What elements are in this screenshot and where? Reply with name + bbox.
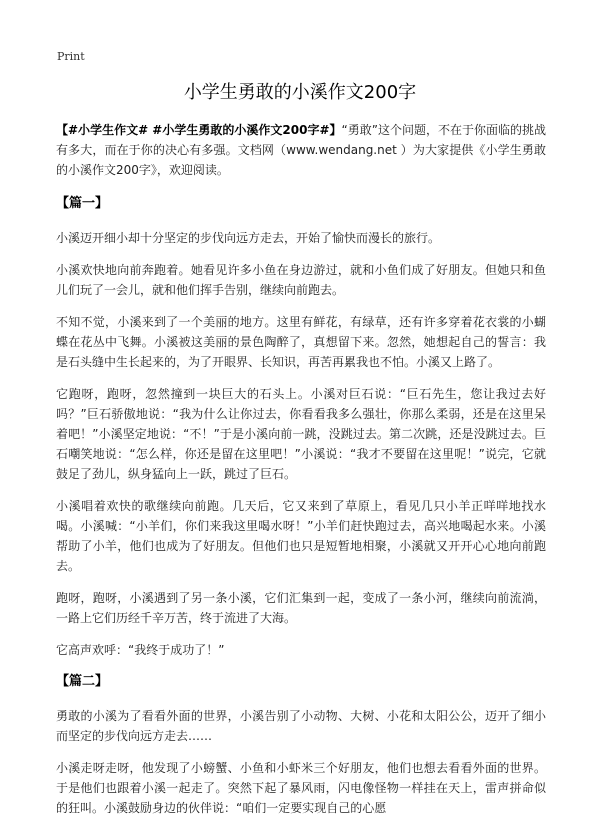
section1-paragraph: 它高声欢呼：“我终于成功了！”	[56, 643, 225, 657]
section1-paragraph: 跑呀，跑呀，小溪遇到了另一条小溪，它们汇集到一起，变成了一条小河，继续向前流淌，一路上它们历经千辛万苦，终于流进了大海。	[56, 591, 546, 625]
section1-paragraph: 小溪迈开细小却十分坚定的步伐向远方走去，开始了愉快而漫长的旅行。	[56, 231, 441, 245]
section1-paragraph: 不知不觉，小溪来到了一个美丽的地方。这里有鲜花，有绿草，还有许多穿着花衣裳的小蝴蝶在花丛中飞舞。小溪被这美丽的景色陶醉了，真想留下来。忽然，她想起自己的誓言：我是石头缝中生长起来的，为了开眼界、长知识，再苦再累我也不怕。小溪又上路了。	[56, 315, 546, 369]
intro-text: “勇敢”这个问题，不在于你面临的挑战有多大，而在于你的决心有多强。文档网（www.wendang.net ）为大家提供《小学生勇敢的小溪作文200字》，欢迎阅读。	[56, 123, 546, 177]
section1-paragraph: 它跑呀，跑呀，忽然撞到一块巨大的石头上。小溪对巨石说：“巨石先生，您让我过去好吗？”巨石骄傲地说：“我为什么让你过去，你看看我多么强壮，你那么柔弱，还是在这里呆着吧！”小溪坚定地说：“不！”于是小溪向前一跳，没跳过去。第二次跳，还是没跳过去。巨石嘲笑地说：“怎么样，你还是留在这里吧！”小溪说：“我才不要留在这里呢！”说完，它就鼓足了劲儿，纵身猛向上一跃，跳过了巨石。	[56, 387, 546, 481]
article-body	[56, 120, 546, 830]
intro-paragraph	[56, 120, 546, 180]
section2-paragraph: 小溪走呀走呀，他发现了小螃蟹、小鱼和小虾米三个好朋友，他们也想去看看外面的世界。于是他们也跟着小溪一起走了。突然下起了暴风雨，闪电像怪物一样挂在天上，雷声拼命似的狂叫。小溪鼓励身边的伙伴说：“咱们一定要实现自己的心愿	[56, 761, 546, 815]
section-heading-1: 【篇一】	[56, 196, 109, 211]
section2-paragraph: 勇敢的小溪为了看看外面的世界，小溪告别了小动物、大树、小花和太阳公公，迈开了细小而坚定的步伐向远方走去……	[56, 709, 546, 743]
intro-tags: 【#小学生作文# #小学生勇敢的小溪作文200字#】	[56, 123, 342, 137]
print-link[interactable]: Print	[57, 50, 85, 63]
section-heading-2: 【篇二】	[56, 674, 109, 689]
section1-paragraph: 小溪欢快地向前奔跑着。她看见许多小鱼在身边游过，就和小鱼们成了好朋友。但她只和鱼儿们玩了一会儿，就和他们挥手告别，继续向前跑去。	[56, 263, 546, 297]
page-title: 小学生勇敢的小溪作文200字	[183, 82, 417, 103]
section1-paragraph: 小溪唱着欢快的歌继续向前跑。几天后，它又来到了草原上，看见几只小羊正咩咩地找水喝。小溪喊：“小羊们，你们来我这里喝水呀！”小羊们赶快跑过去，高兴地喝起水来。小溪帮助了小羊，他们也成为了好朋友。但他们也只是短暂地相聚，小溪就又开开心心地向前跑去。	[56, 499, 546, 573]
